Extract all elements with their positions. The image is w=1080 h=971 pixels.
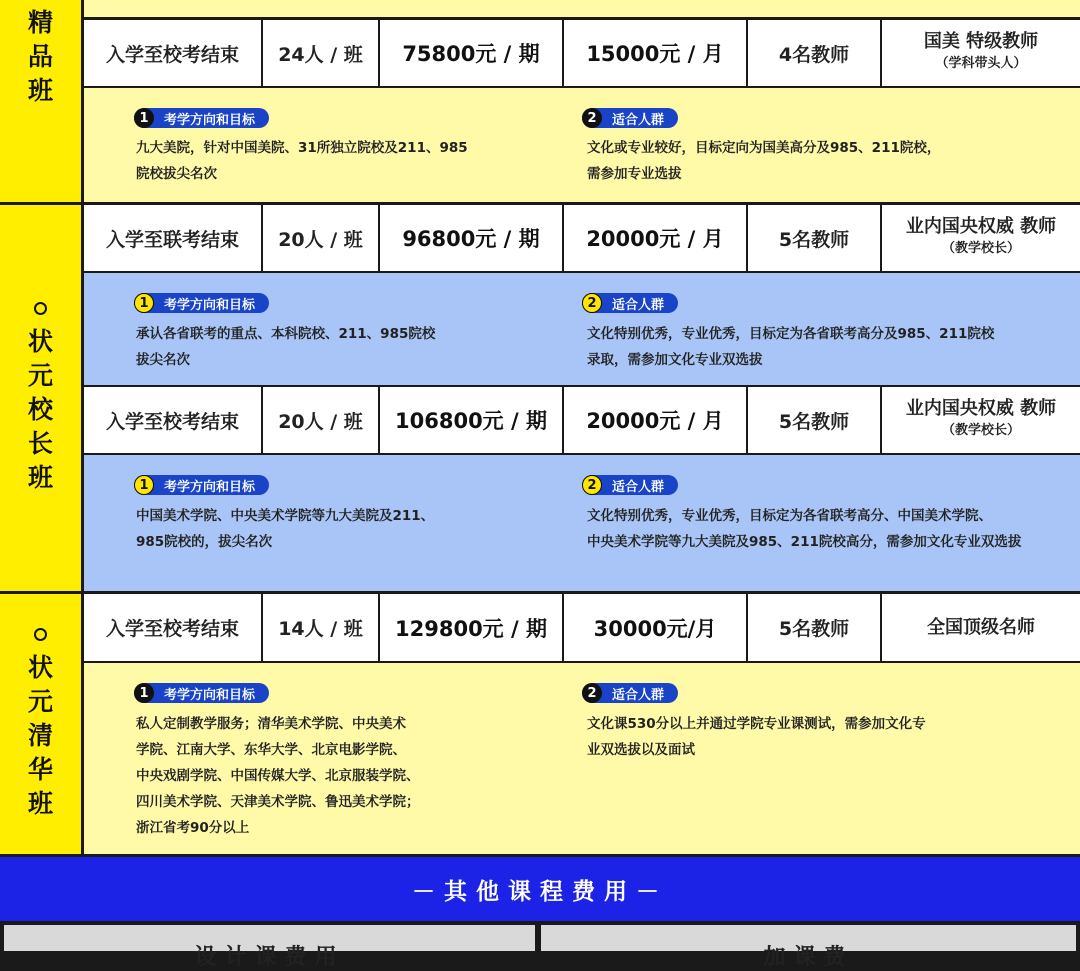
crowd-pill [582, 475, 678, 495]
text-line: 中国美术学院、中央美术学院等九大美院及211、 [136, 508, 435, 524]
desc-panel [84, 273, 1080, 385]
text-line: 中央美术学院等九大美院及985、211院校高分，需参加文化专业双选拔 [587, 534, 1022, 550]
tier-char: 精 [27, 8, 53, 37]
tier-char: 状 [27, 652, 53, 682]
circle-bullet-icon [34, 628, 47, 641]
text-line: 拔尖名次 [136, 352, 190, 368]
text-line: 学院、江南大学、东华大学、北京电影学院、 [136, 742, 406, 758]
goal-text [136, 135, 468, 187]
tier-char: 长 [27, 428, 53, 458]
crowd-text [587, 321, 994, 373]
cell-fee-term: 96800元 / 期 [380, 205, 562, 271]
cell-fee-term: 106800元 / 期 [380, 387, 562, 453]
crowd-label: 适合人群 [612, 112, 665, 128]
tab-design-course-fees[interactable]: 设计课费用 [4, 925, 535, 951]
goal-label: 考学方向和目标 [164, 297, 256, 313]
cell-fee-term: 129800元 / 期 [380, 594, 562, 661]
number-1-icon: 1 [134, 108, 154, 128]
top-strip [84, 0, 1080, 17]
goal-label: 考学方向和目标 [164, 112, 256, 128]
cell-teachers: 5名教师 [748, 387, 880, 453]
tier-char: 品 [27, 42, 53, 71]
number-2-icon: 2 [582, 108, 602, 128]
cell-teacher-title [882, 205, 1080, 271]
cell-class-size: 20人 / 班 [263, 205, 378, 271]
tier-name-zhuangyuan-qinghua [0, 594, 81, 854]
text-line: 985院校的，拔尖名次 [136, 534, 273, 550]
goal-text [136, 321, 435, 373]
crowd-label: 适合人群 [612, 479, 665, 495]
cell-teachers: 5名教师 [748, 205, 880, 271]
text-line: 文化或专业较好，目标定向为国美高分及985、211院校， [587, 140, 941, 156]
cell-fee-month: 30000元/月 [564, 594, 746, 661]
teacher-subtitle: （教学校长） [941, 423, 1020, 438]
text-line: 四川美术学院、天津美术学院、鲁迅美术学院； [136, 794, 420, 810]
tier-char: 元 [27, 360, 53, 390]
crowd-text [587, 711, 926, 763]
crowd-pill [582, 108, 678, 128]
goal-pill [134, 293, 269, 313]
number-2-icon: 2 [582, 475, 602, 495]
tier-name-jingpin [0, 0, 81, 202]
crowd-text [587, 135, 940, 187]
desc-panel [84, 663, 1080, 854]
tier-char: 班 [27, 788, 53, 818]
text-line: 业双选拔以及面试 [587, 742, 695, 758]
number-1-icon: 1 [134, 475, 154, 495]
cell-period: 入学至校考结束 [84, 387, 261, 453]
teacher-subtitle: （教学校长） [941, 241, 1020, 256]
goal-text [136, 711, 420, 841]
text-line: 浙江省考90分以上 [136, 820, 250, 836]
teacher-title: 业内国央权威 教师 [905, 398, 1057, 419]
number-1-icon: 1 [134, 293, 154, 313]
text-line: 录取，需参加文化专业双选拔 [587, 352, 763, 368]
goal-label: 考学方向和目标 [164, 687, 256, 703]
teacher-title: 全国顶级名师 [927, 616, 1035, 638]
tier-char: 班 [27, 462, 53, 492]
crowd-pill [582, 293, 678, 313]
circle-bullet-icon [34, 302, 47, 315]
desc-panel [84, 88, 1080, 202]
tier-char: 班 [27, 76, 53, 105]
number-2-icon: 2 [582, 293, 602, 313]
goal-pill [134, 108, 269, 128]
crowd-label: 适合人群 [612, 297, 665, 313]
text-line: 私人定制教学服务；清华美术学院、中央美术 [136, 716, 406, 732]
text-line: 文化特别优秀，专业优秀，目标定为各省联考高分、中国美术学院、 [587, 508, 992, 524]
cell-period: 入学至校考结束 [84, 594, 261, 661]
crowd-label: 适合人群 [612, 687, 665, 703]
text-line: 需参加专业选拔 [587, 166, 682, 182]
number-1-icon: 1 [134, 683, 154, 703]
cell-fee-month: 15000元 / 月 [564, 20, 746, 86]
tier-char: 元 [27, 686, 53, 716]
goal-label: 考学方向和目标 [164, 479, 256, 495]
cell-period: 入学至校考结束 [84, 20, 261, 86]
cell-teacher-title [882, 20, 1080, 86]
goal-pill [134, 475, 269, 495]
cell-fee-month: 20000元 / 月 [564, 387, 746, 453]
cell-teachers: 5名教师 [748, 594, 880, 661]
tier-name-zhuangyuan-xiaozhang [0, 205, 81, 591]
cell-period: 入学至联考结束 [84, 205, 261, 271]
tier-char: 华 [27, 754, 53, 784]
teacher-title: 业内国央权威 教师 [905, 216, 1057, 237]
goal-pill [134, 683, 269, 703]
number-2-icon: 2 [582, 683, 602, 703]
tier-char: 状 [27, 326, 53, 356]
teacher-subtitle: （学科带头人） [935, 56, 1027, 71]
cell-class-size: 14人 / 班 [263, 594, 378, 661]
goal-text [136, 503, 434, 555]
text-line: 院校拔尖名次 [136, 166, 217, 182]
text-line: 文化课530分以上并通过学院专业课测试，需参加文化专 [587, 716, 926, 732]
text-line: 承认各省联考的重点、本科院校、211、985院校 [136, 326, 436, 342]
crowd-pill [582, 683, 678, 703]
cell-fee-month: 20000元 / 月 [564, 205, 746, 271]
cell-teacher-title [882, 387, 1080, 453]
tab-extra-class-fees[interactable]: 加课费 [541, 925, 1076, 951]
teacher-title: 国美 特级教师 [923, 31, 1039, 52]
desc-panel [84, 455, 1080, 591]
cell-teachers: 4名教师 [748, 20, 880, 86]
text-line: 九大美院，针对中国美院、31所独立院校及211、985 [136, 140, 468, 156]
cell-class-size: 24人 / 班 [263, 20, 378, 86]
text-line: 中央戏剧学院、中国传媒大学、北京服装学院、 [136, 768, 420, 784]
cell-teacher-title [882, 594, 1080, 661]
cell-fee-term: 75800元 / 期 [380, 20, 562, 86]
tier-char: 清 [27, 720, 53, 750]
crowd-text [587, 503, 1021, 555]
other-fees-banner: －其他课程费用－ [0, 857, 1080, 921]
text-line: 文化特别优秀，专业优秀，目标定为各省联考高分及985、211院校 [587, 326, 995, 342]
tier-char: 校 [27, 394, 53, 424]
cell-class-size: 20人 / 班 [263, 387, 378, 453]
